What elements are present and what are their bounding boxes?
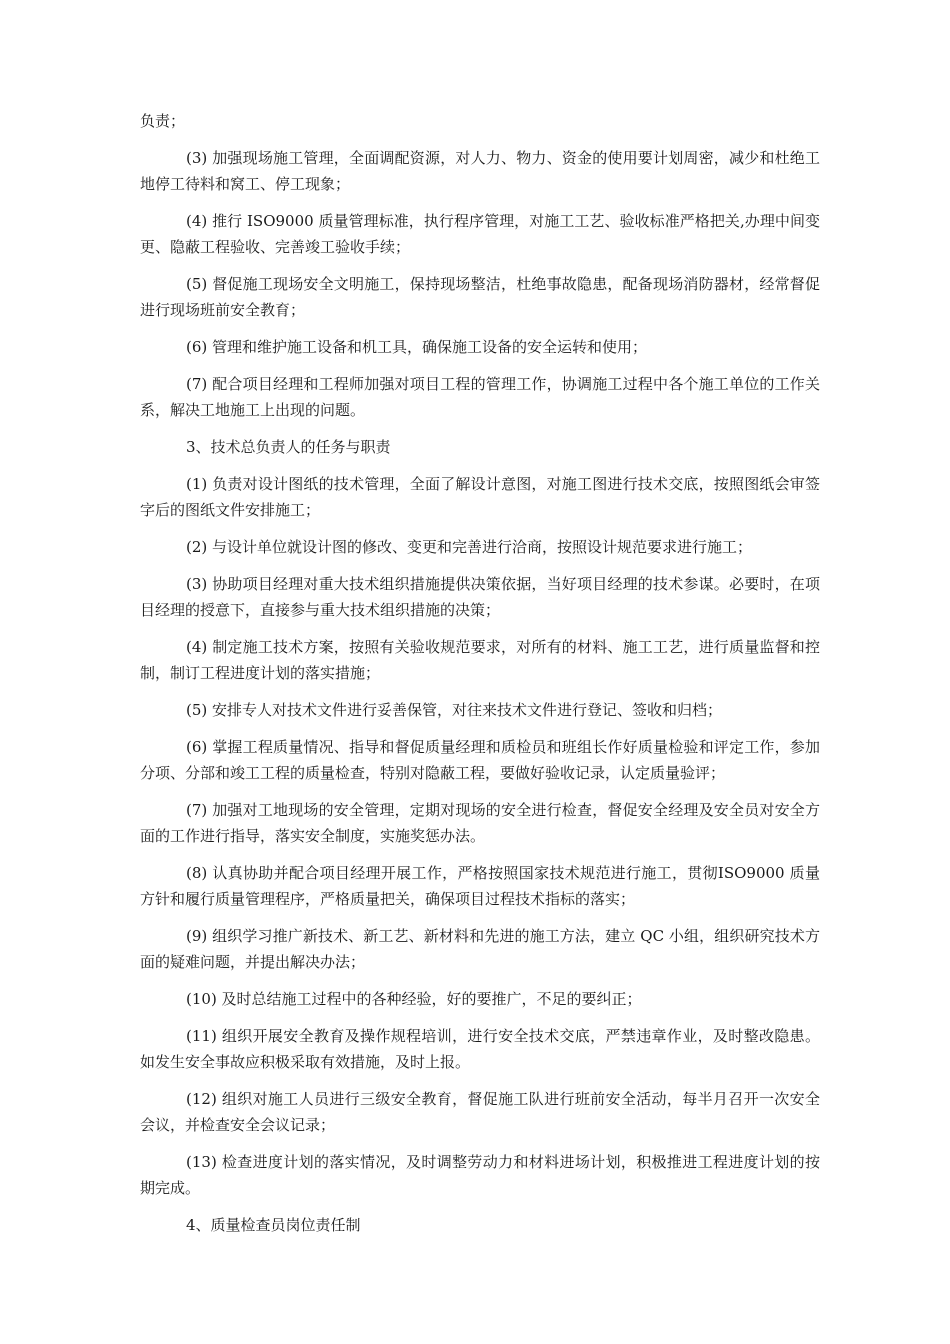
paragraph: (4) 推行 ISO9000 质量管理标准，执行程序管理，对施工工艺、验收标准严格把关,办理中间变更、隐蔽工程验收、完善竣工验收手续； [140, 212, 820, 256]
section-heading: 4、质量检查员岗位责任制 [186, 1216, 361, 1234]
paragraph: (5) 安排专人对技术文件进行妥善保管，对往来技术文件进行登记、签收和归档； [186, 701, 723, 719]
paragraph: (9) 组织学习推广新技术、新工艺、新材料和先进的施工方法，建立 QC 小组，组织研究技术方面的疑难问题，并提出解决办法； [140, 927, 820, 971]
paragraph: (10) 及时总结施工过程中的各种经验，好的要推广，不足的要纠正； [186, 990, 642, 1008]
section-heading: 3、技术总负责人的任务与职责 [186, 438, 391, 456]
paragraph: (4) 制定施工技术方案，按照有关验收规范要求，对所有的材料、施工工艺，进行质量监督和控制，制订工程进度计划的落实措施； [140, 638, 820, 682]
paragraph: (8) 认真协助并配合项目经理开展工作，严格按照国家技术规范进行施工，贯彻ISO9000 质量方针和履行质量管理程序，严格质量把关，确保项目过程技术指标的落实； [140, 864, 820, 908]
paragraph: (7) 加强对工地现场的安全管理，定期对现场的安全进行检查，督促安全经理及安全员对安全方面的工作进行指导，落实安全制度，实施奖惩办法。 [140, 801, 820, 845]
paragraph: (12) 组织对施工人员进行三级安全教育，督促施工队进行班前安全活动，每半月召开一次安全会议，并检查安全会议记录； [140, 1090, 820, 1134]
paragraph: (7) 配合项目经理和工程师加强对项目工程的管理工作，协调施工过程中各个施工单位的工作关系，解决工地施工上出现的问题。 [140, 375, 820, 419]
paragraph: (6) 掌握工程质量情况、指导和督促质量经理和质检员和班组长作好质量检验和评定工作，参加分项、分部和竣工工程的质量检查，特别对隐蔽工程，要做好验收记录，认定质量验评； [140, 738, 820, 782]
paragraph: (11) 组织开展安全教育及操作规程培训，进行安全技术交底，严禁违章作业，及时整改隐患。如发生安全事故应积极采取有效措施，及时上报。 [140, 1027, 820, 1071]
paragraph: (3) 协助项目经理对重大技术组织措施提供决策依据，当好项目经理的技术参谋。必要时，在项目经理的授意下，直接参与重大技术组织措施的决策； [140, 575, 820, 619]
paragraph: (2) 与设计单位就设计图的修改、变更和完善进行洽商，按照设计规范要求进行施工； [186, 538, 753, 556]
paragraph: 负责； [140, 112, 186, 130]
paragraph: (3) 加强现场施工管理，全面调配资源，对人力、物力、资金的使用要计划周密，减少和杜绝工地停工待料和窝工、停工现象； [140, 149, 820, 193]
paragraph: (13) 检查进度计划的落实情况，及时调整劳动力和材料进场计划，积极推进工程进度计划的按期完成。 [140, 1153, 820, 1197]
document-body [140, 108, 820, 1249]
paragraph: (5) 督促施工现场安全文明施工，保持现场整洁，杜绝事故隐患，配备现场消防器材，经常督促进行现场班前安全教育； [140, 275, 820, 319]
paragraph: (1) 负责对设计图纸的技术管理，全面了解设计意图，对施工图进行技术交底，按照图纸会审签字后的图纸文件安排施工； [140, 475, 820, 519]
paragraph: (6) 管理和维护施工设备和机工具，确保施工设备的安全运转和使用； [186, 338, 648, 356]
